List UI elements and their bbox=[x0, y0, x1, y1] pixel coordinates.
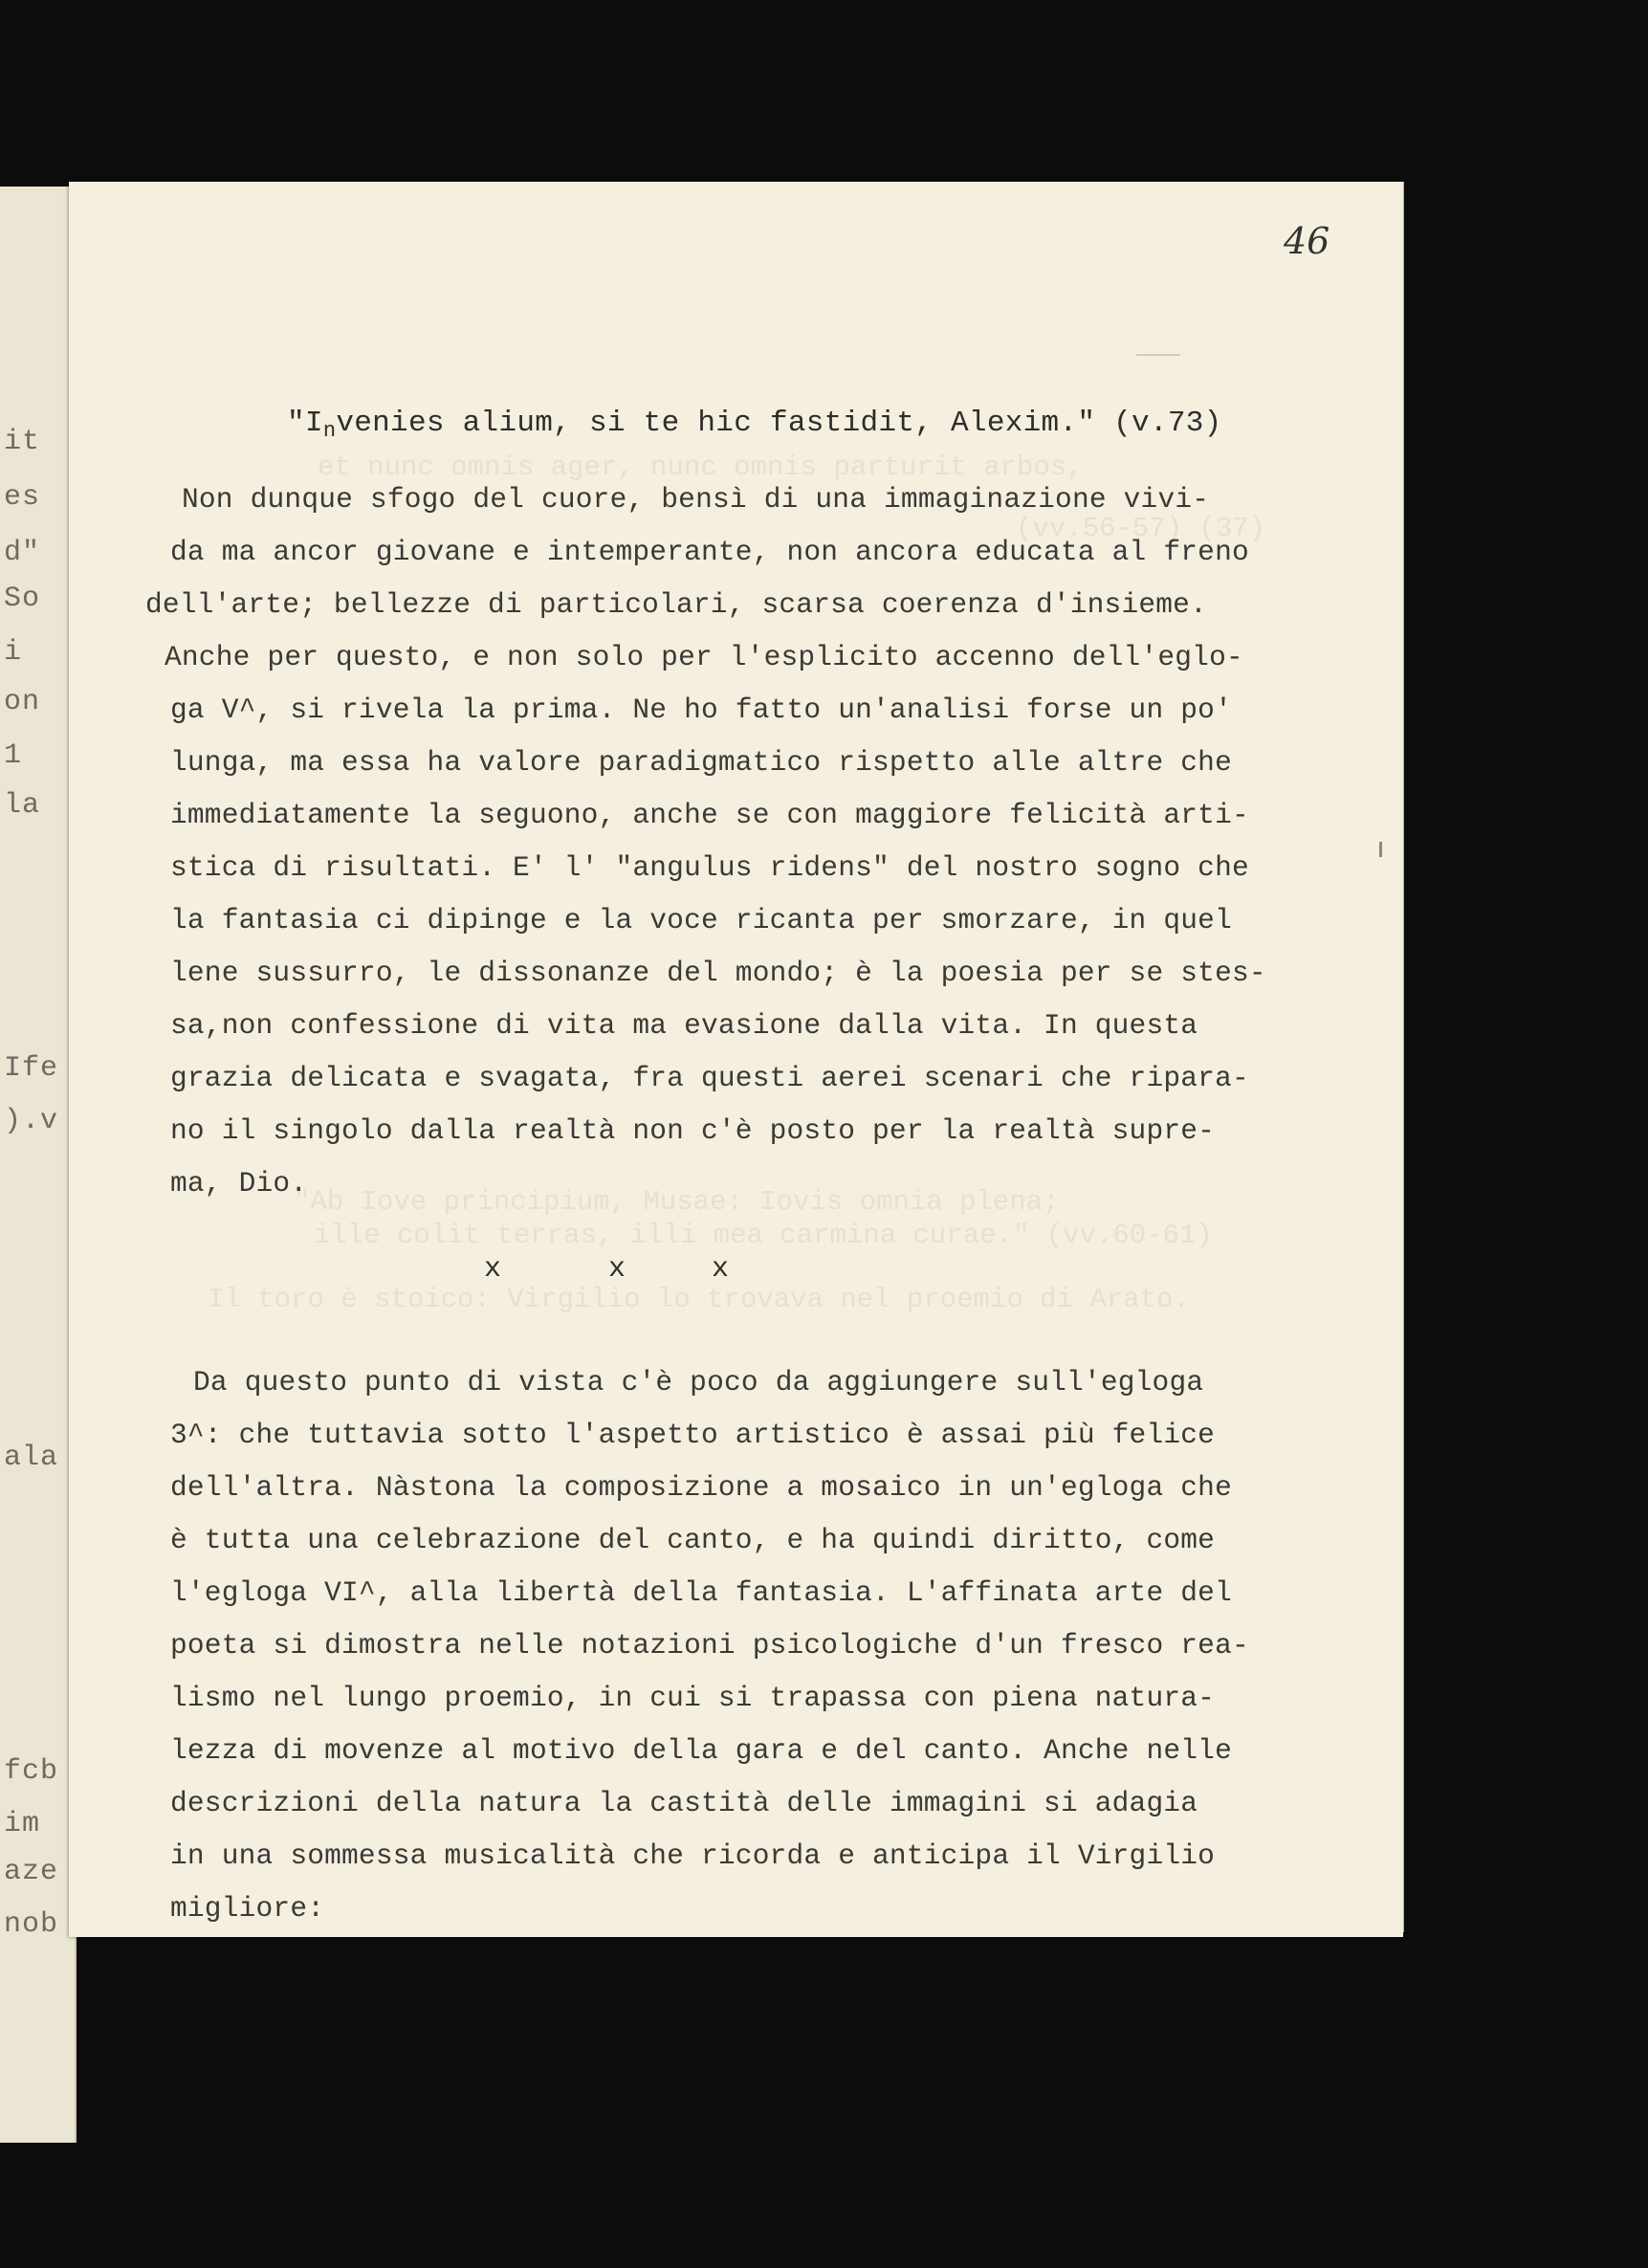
paragraph-line: lunga, ma essa ha valore paradigmatico rispetto alle altre che bbox=[170, 746, 1232, 779]
paragraph-line: Anche per questo, e non solo per l'esplicito accenno dell'eglo- bbox=[165, 641, 1243, 673]
left-page-fragment: fcb bbox=[4, 1755, 59, 1788]
paragraph-line: grazia delicata e svagata, fra questi aerei scenari che ripara- bbox=[170, 1062, 1249, 1094]
title-subscript: n bbox=[322, 419, 337, 443]
epigraph-title bbox=[287, 407, 1222, 443]
paragraph-line: migliore: bbox=[170, 1892, 325, 1925]
paragraph-line: dell'arte; bellezze di particolari, scarsa coerenza d'insieme. bbox=[145, 588, 1207, 621]
pencil-mark bbox=[1136, 354, 1180, 356]
paragraph-line: la fantasia ci dipinge e la voce ricanta per smorzare, in quel bbox=[170, 904, 1232, 936]
bleed-through-line: Il toro è stoico: Virgilio lo trovava nel proemio di Arato. bbox=[208, 1284, 1190, 1315]
paragraph-line: lismo nel lungo proemio, in cui si trapassa con piena natura- bbox=[170, 1682, 1216, 1714]
document-page bbox=[69, 182, 1403, 1937]
paragraph-line: è tutta una celebrazione del canto, e ha quindi diritto, come bbox=[170, 1524, 1216, 1556]
paragraph-line: no il singolo dalla realtà non c'è posto per la realtà supre- bbox=[170, 1114, 1216, 1147]
paragraph-line: immediatamente la seguono, anche se con maggiore felicità arti- bbox=[170, 799, 1249, 831]
page-number: 46 bbox=[1284, 220, 1330, 262]
bleed-through-line: (vv.56-57) (37) bbox=[1016, 513, 1266, 544]
paragraph-line: descrizioni della natura la castità delle immagini si adagia bbox=[170, 1787, 1198, 1819]
paragraph-line: poeta si dimostra nelle notazioni psicologiche d'un fresco rea- bbox=[170, 1629, 1249, 1662]
left-page-edge bbox=[0, 187, 77, 2143]
left-page-fragment: ).v bbox=[4, 1105, 59, 1137]
paragraph-line: dell'altra. Nàstona la composizione a mosaico in un'egloga che bbox=[170, 1471, 1232, 1504]
left-page-fragment: im bbox=[4, 1808, 41, 1840]
paragraph-line: Da questo punto di vista c'è poco da aggiungere sull'egloga bbox=[193, 1366, 1204, 1398]
paragraph-line: sa,non confessione di vita ma evasione dalla vita. In questa bbox=[170, 1009, 1198, 1042]
paragraph-line: 3^: che tuttavia sotto l'aspetto artistico è assai più felice bbox=[170, 1419, 1216, 1451]
title-suffix: venies alium, si te hic fastidit, Alexim." (v.73) bbox=[336, 407, 1222, 440]
paragraph-line: Non dunque sfogo del cuore, bensì di una immaginazione vivi- bbox=[182, 483, 1210, 516]
paragraph-line: lene sussurro, le dissonanze del mondo; è la poesia per se stes- bbox=[170, 957, 1266, 989]
paragraph-line: stica di risultati. E' l' "angulus ridens" del nostro sogno che bbox=[170, 851, 1249, 884]
paragraph-line: l'egloga VI^, alla libertà della fantasia. L'affinata arte del bbox=[170, 1576, 1232, 1609]
left-page-fragment: la bbox=[4, 789, 41, 822]
left-page-fragment: i bbox=[4, 636, 23, 669]
title-prefix: "I bbox=[287, 407, 323, 440]
section-separator-mark: x bbox=[608, 1253, 626, 1286]
left-page-fragment: it bbox=[4, 426, 41, 458]
bleed-through-line: "Ab Iove principium, Musae: Iovis omnia plena; bbox=[294, 1186, 1060, 1218]
left-page-fragment: on bbox=[4, 686, 41, 718]
section-separator-mark: x bbox=[484, 1253, 502, 1286]
paragraph-line: in una sommessa musicalità che ricorda e anticipa il Virgilio bbox=[170, 1839, 1216, 1872]
left-page-fragment: ala bbox=[4, 1442, 59, 1474]
bleed-through-line: ille colit terras, illi mea carmina curae." (vv.60-61) bbox=[314, 1220, 1213, 1251]
paragraph-line: lezza di movenze al motivo della gara e del canto. Anche nelle bbox=[170, 1734, 1232, 1767]
section-separator-mark: x bbox=[712, 1253, 730, 1286]
paragraph-line: ga V^, si rivela la prima. Ne ho fatto un'analisi forse un po' bbox=[170, 694, 1232, 726]
left-page-fragment: Ife bbox=[4, 1052, 59, 1085]
pencil-mark bbox=[1379, 842, 1382, 857]
left-page-fragment: d" bbox=[4, 537, 41, 569]
bleed-through-line: et nunc omnis ager, nunc omnis parturit arbos, bbox=[318, 451, 1084, 483]
left-page-fragment: nob bbox=[4, 1908, 59, 1941]
left-page-fragment: es bbox=[4, 481, 41, 514]
left-page-fragment: 1 bbox=[4, 739, 23, 772]
left-page-fragment: So bbox=[4, 583, 41, 615]
paragraph-line: ma, Dio. bbox=[170, 1167, 308, 1200]
left-page-fragment: aze bbox=[4, 1856, 59, 1888]
paragraph-line: da ma ancor giovane e intemperante, non ancora educata al freno bbox=[170, 536, 1249, 568]
